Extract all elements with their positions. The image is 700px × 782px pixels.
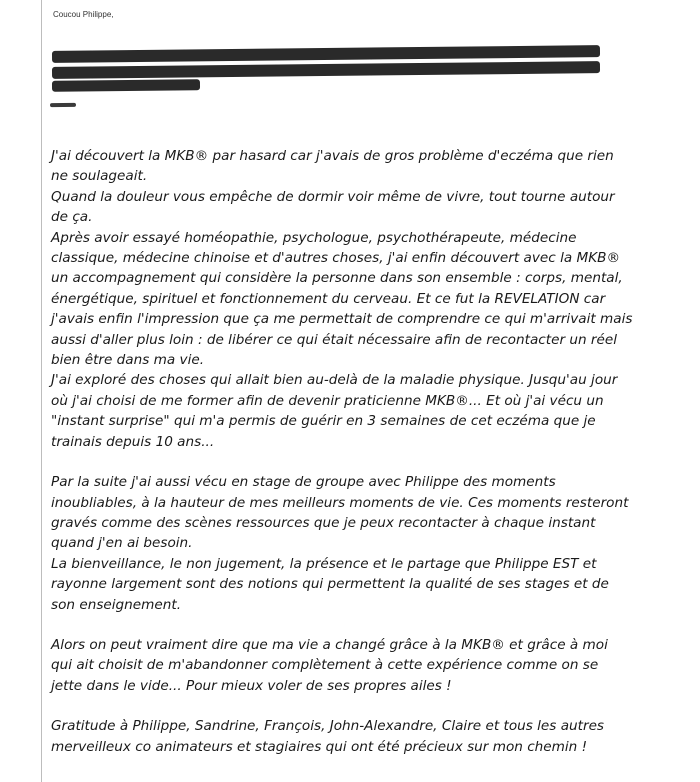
letter-greeting: Coucou Philippe, (53, 10, 114, 19)
page-margin-line (41, 0, 42, 782)
letter-paragraph: Alors on peut vraiment dire que ma vie a changé grâce à la MKB® et grâce à moi qui ait choisit de m'abandonner complètement à cette expérience comme on se jette dans le vide... Pour mieux voler de ses propres ailes ! (51, 636, 608, 694)
redaction-bar (52, 45, 600, 63)
redaction-bar (52, 79, 200, 92)
letter-paragraph: Quand la douleur vous empêche de dormir voir même de vivre, tout tourne autour de ça. (51, 188, 615, 226)
letter-paragraph: La bienveillance, le non jugement, la présence et le partage que Philippe EST et rayonne largement sont des notions qui permettent la qualité de ses stages et de son enseignement. (51, 555, 609, 613)
letter-paragraph: Par la suite j'ai aussi vécu en stage de groupe avec Philippe des moments inoubliables, à la hauteur de mes meilleurs moments de vie. Ces moments resteront gravés comme des scènes ressources que je peux recontacter à chaque instant quand j'en ai besoin. (51, 474, 629, 552)
letter-paragraph: Gratitude à Philippe, Sandrine, François, John-Alexandre, Claire et tous les autres merveilleux co animateurs et stagiaires qui ont été précieux sur mon chemin ! (51, 718, 605, 755)
letter-body (51, 146, 633, 757)
redaction-bar (52, 61, 600, 79)
letter-paragraph: J'ai découvert la MKB® par hasard car j'avais de gros problème d'eczéma que rien ne soulageait. (51, 148, 614, 185)
letter-paragraph: J'ai exploré des choses qui allait bien au-delà de la maladie physique. Jusqu'au jour où j'ai choisi de me former afin de devenir praticienne MKB®... Et où j'ai vécu un "instant surprise" qui m'a permis de guérir en 3 semaines de cet eczéma que je trainais depuis 10 ans... (51, 372, 618, 450)
redaction-bar (50, 103, 76, 107)
letter-paragraph: Après avoir essayé homéopathie, psychologue, psychothérapeute, médecine classique, médecine chinoise et d'autres choses, j'ai enfin découvert avec la MKB® un accompagnement qui considère la personne dans son ensemble : corps, mental, énergétique, spirituel et fonctionnement du cerveau. Et ce fut la REVELATION car j'avais enfin l'impression que ça me permettait de comprendre ce qui m'arrivait mais aussi d'aller plus loin : de libérer ce qui était nécessaire afin de recontacter un réel bien être dans ma vie. (51, 229, 633, 369)
